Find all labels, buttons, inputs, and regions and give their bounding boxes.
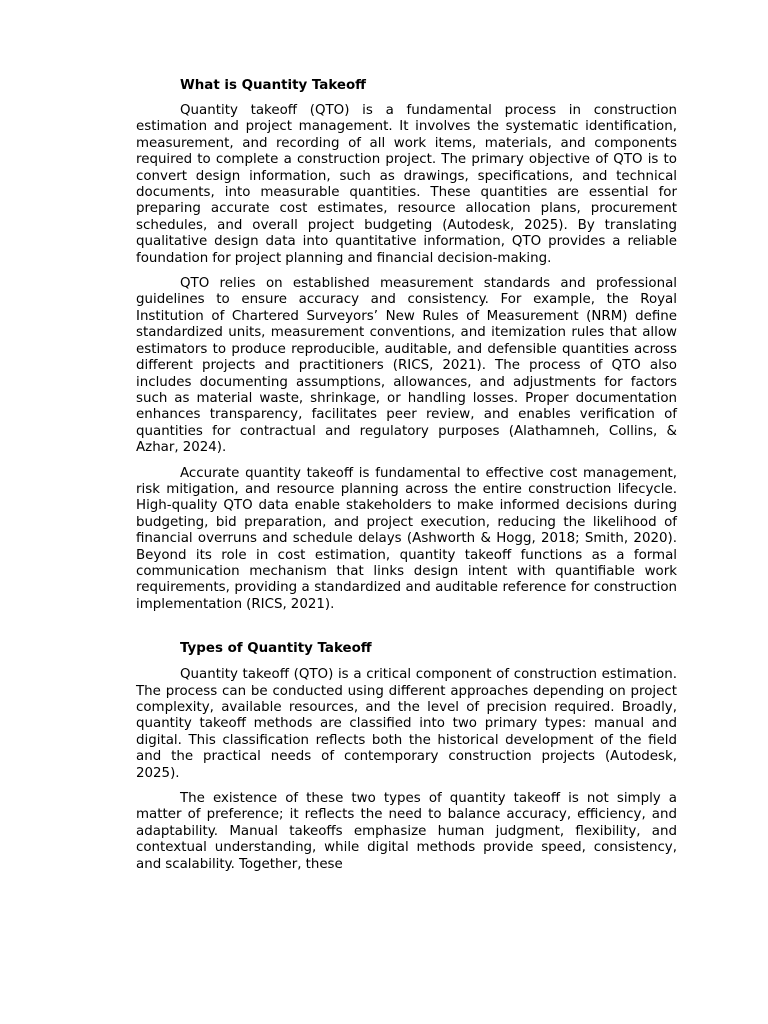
section-heading-what-is-qto: What is Quantity Takeoff — [180, 78, 367, 93]
paragraph-qto-types-intro: Quantity takeoff (QTO) is a critical component of construction estimation. The process can be conducted using different approaches depending on project complexity, available resources, and the level of precision required. Broadly, quantity takeoff methods are classified into two primary types: manual and digital. This classification reflects both the historical development of the field and the practical needs of contemporary construction projects (Autodesk, 2025). — [136, 667, 677, 781]
paragraph-qto-definition: Quantity takeoff (QTO) is a fundamental process in construction estimation and project management. It involves the systematic identification, measurement, and recording of all work items, materials, and components required to complete a construction project. The primary objective of QTO is to convert design information, such as drawings, specifications, and technical documents, into measurable quantities. These quantities are essential for preparing accurate cost estimates, resource allocation plans, procurement schedules, and overall project budgeting (Autodesk, 2025). By translating qualitative design data into quantitative information, QTO provides a reliable foundation for project planning and financial decision-making. — [136, 103, 677, 266]
section-heading-types-of-qto: Types of Quantity Takeoff — [180, 641, 372, 657]
paragraph-qto-types-balance: The existence of these two types of quantity takeoff is not simply a matter of preference; it reflects the need to balance accuracy, efficiency, and adaptability. Manual takeoffs emphasize human judgment, flexibility, and contextual understanding, while digital methods provide speed, consistency, and scalability. Together, these — [136, 791, 677, 872]
paragraph-qto-importance: Accurate quantity takeoff is fundamental to effective cost management, risk mitigation, and resource planning across the entire construction lifecycle. High-quality QTO data enable stakeholders to make informed decisions during budgeting, bid preparation, and project execution, reducing the likelihood of financial overruns and schedule delays (Ashworth & Hogg, 2018; Smith, 2020). Beyond its role in cost estimation, quantity takeoff functions as a formal communication mechanism that links design intent with quantifiable work requirements, providing a standardized and auditable reference for construction implementation (RICS, 2021). — [136, 465, 677, 612]
document-page — [136, 76, 677, 873]
paragraph-qto-standards: QTO relies on established measurement standards and professional guidelines to ensure accuracy and consistency. For example, the Royal Institution of Chartered Surveyors’ New Rules of Measurement (NRM) define standardized units, measurement conventions, and itemization rules that allow estimators to produce reproducible, auditable, and defensible quantities across different projects and practitioners (RICS, 2021). The process of QTO also includes documenting assumptions, allowances, and adjustments for factors such as material waste, shrinkage, or handling losses. Proper documentation enhances transparency, facilitates peer review, and enables verification of quantities for contractual and regulatory purposes (Alathamneh, Collins, & Azhar, 2024). — [136, 276, 677, 456]
